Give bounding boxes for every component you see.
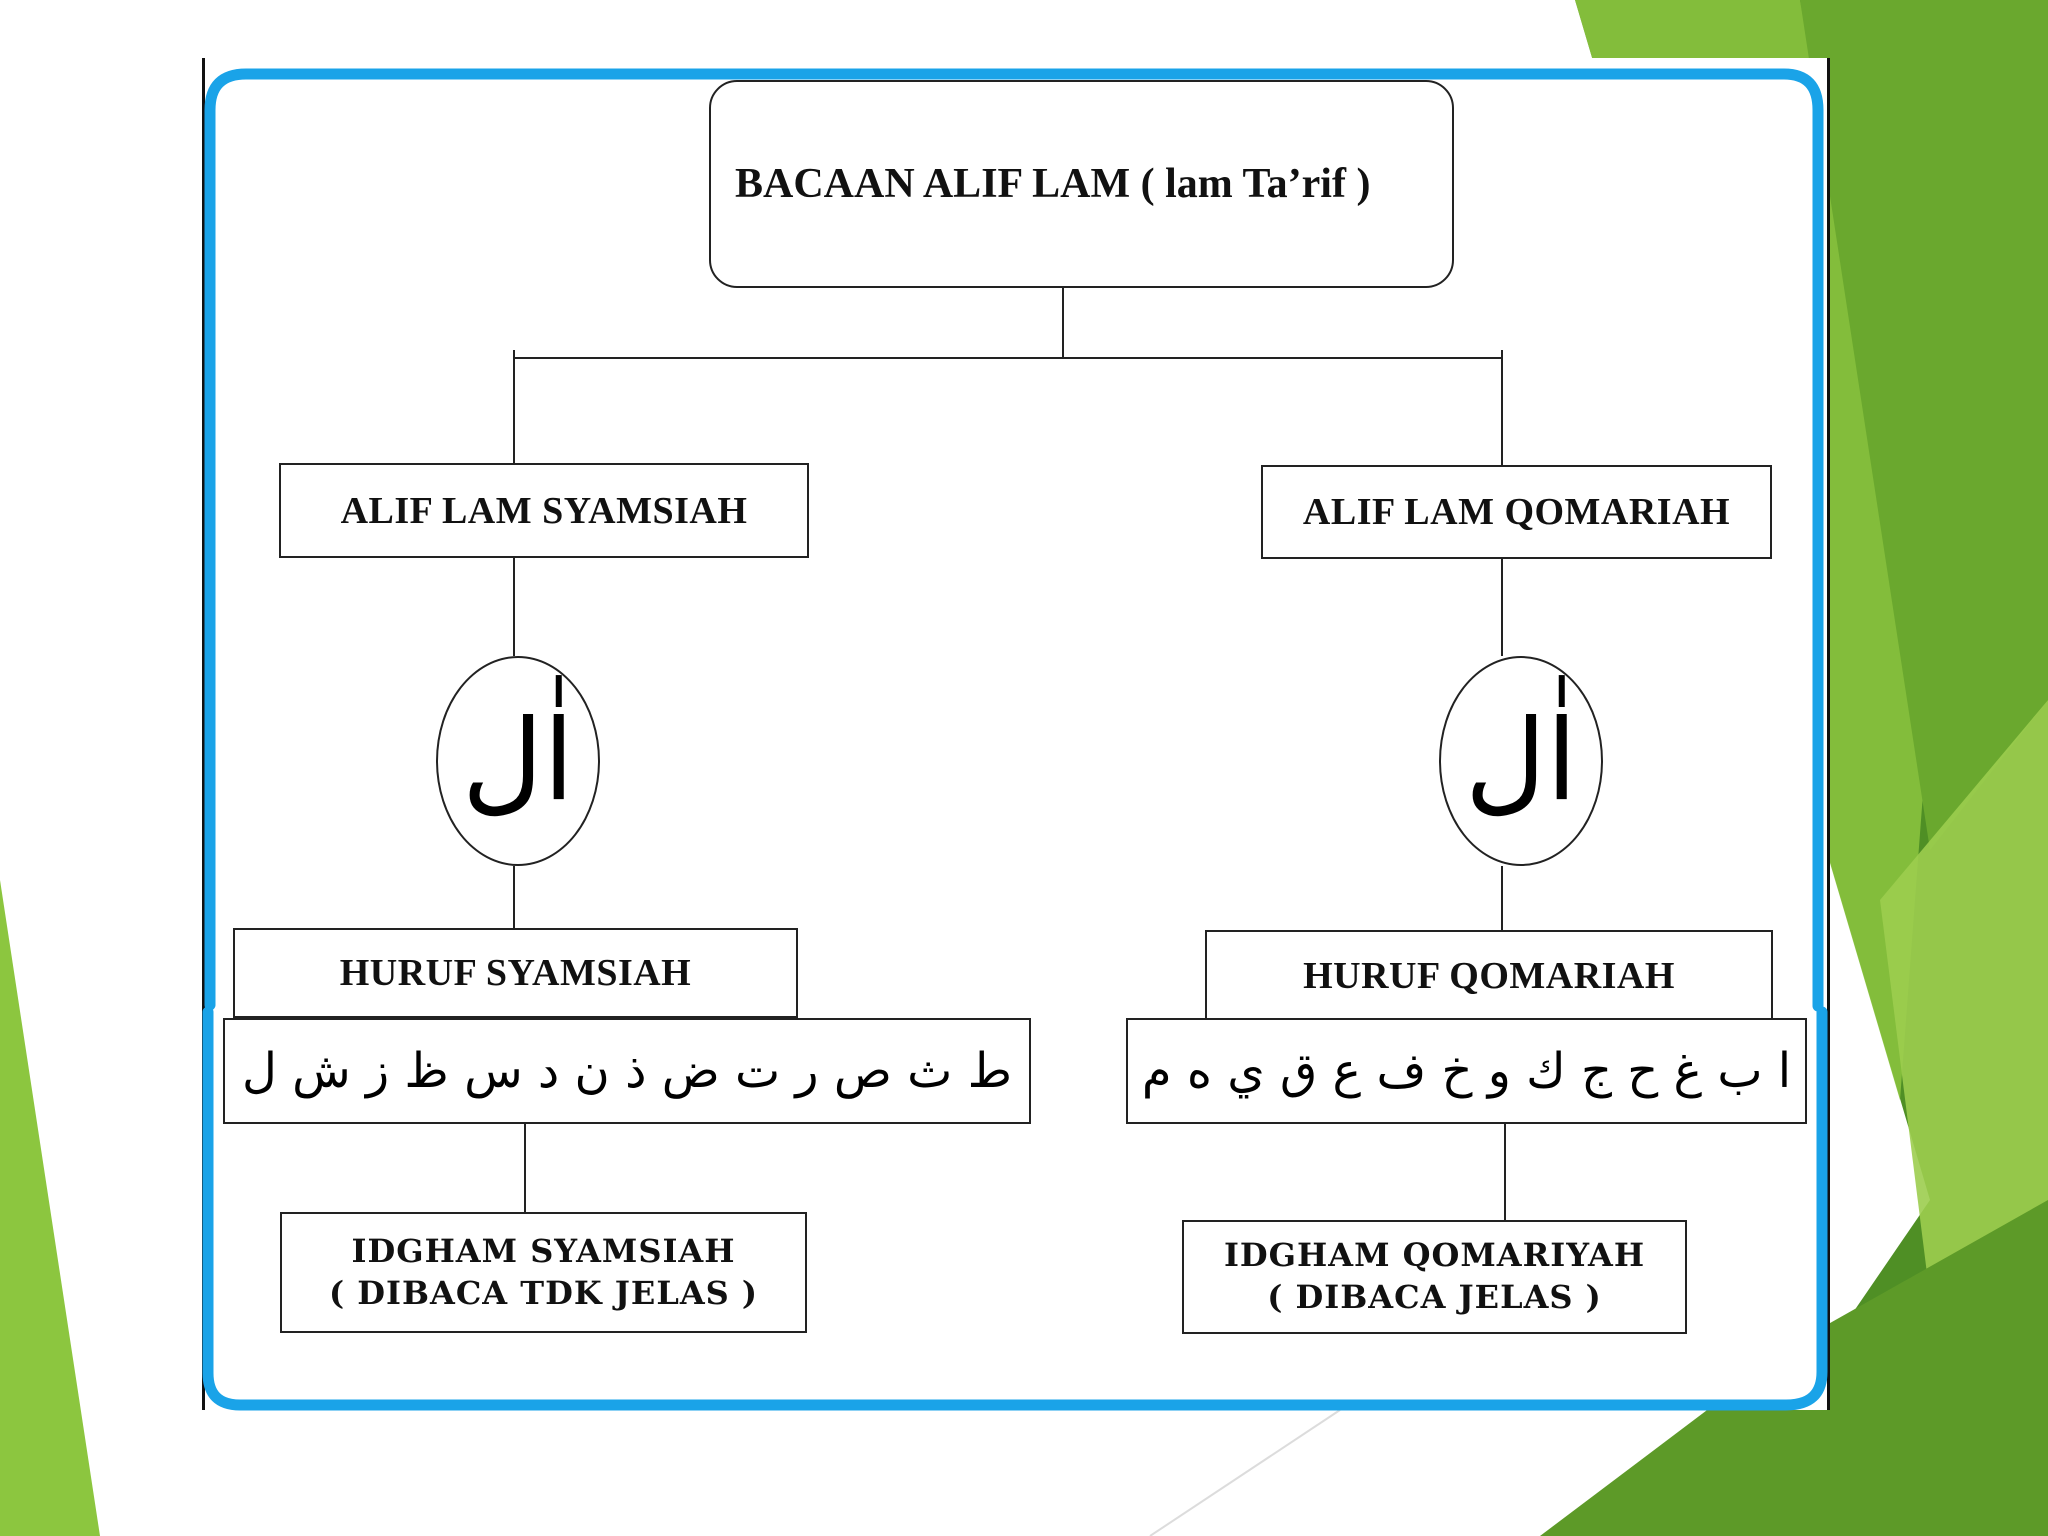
left-letters-text: ط ث ص ر ت ض ذ ن د س ظ ز ش ل bbox=[242, 1043, 1012, 1099]
root-node bbox=[709, 80, 1454, 288]
right-category-box bbox=[1261, 465, 1772, 559]
right-result-box bbox=[1182, 1220, 1687, 1334]
left-category-label: ALIF LAM SYAMSIAH bbox=[340, 489, 748, 532]
left-letters-heading-label: HURUF SYAMSIAH bbox=[339, 952, 692, 994]
right-category-label: ALIF LAM QOMARIAH bbox=[1302, 491, 1731, 533]
right-result-line1: IDGHAM QOMARIYAH bbox=[1223, 1236, 1646, 1275]
left-letters-box bbox=[223, 1018, 1031, 1124]
root-label: BACAAN ALIF LAM ( lam Ta’rif ) bbox=[735, 161, 1371, 207]
left-alif-lam-ellipse bbox=[436, 656, 600, 866]
right-letters-box bbox=[1126, 1018, 1807, 1124]
right-letters-heading-box bbox=[1205, 930, 1773, 1022]
left-letters-heading-box bbox=[233, 928, 798, 1018]
left-alif-lam-symbol: اٰل bbox=[461, 696, 575, 826]
right-letters-text: ا ب غ ح ج ك و خ ف ع ق ي ه م bbox=[1141, 1043, 1792, 1099]
right-alif-lam-symbol: اٰل bbox=[1464, 696, 1578, 826]
left-result-box bbox=[280, 1212, 807, 1333]
left-result-line2: ( DIBACA TDK JELAS ) bbox=[328, 1273, 759, 1312]
right-letters-heading-label: HURUF QOMARIAH bbox=[1303, 955, 1675, 997]
right-alif-lam-ellipse bbox=[1439, 656, 1603, 866]
right-result-line2: ( DIBACA JELAS ) bbox=[1267, 1278, 1602, 1316]
left-result-line1: IDGHAM SYAMSIAH bbox=[351, 1231, 736, 1270]
left-category-box bbox=[279, 463, 809, 558]
